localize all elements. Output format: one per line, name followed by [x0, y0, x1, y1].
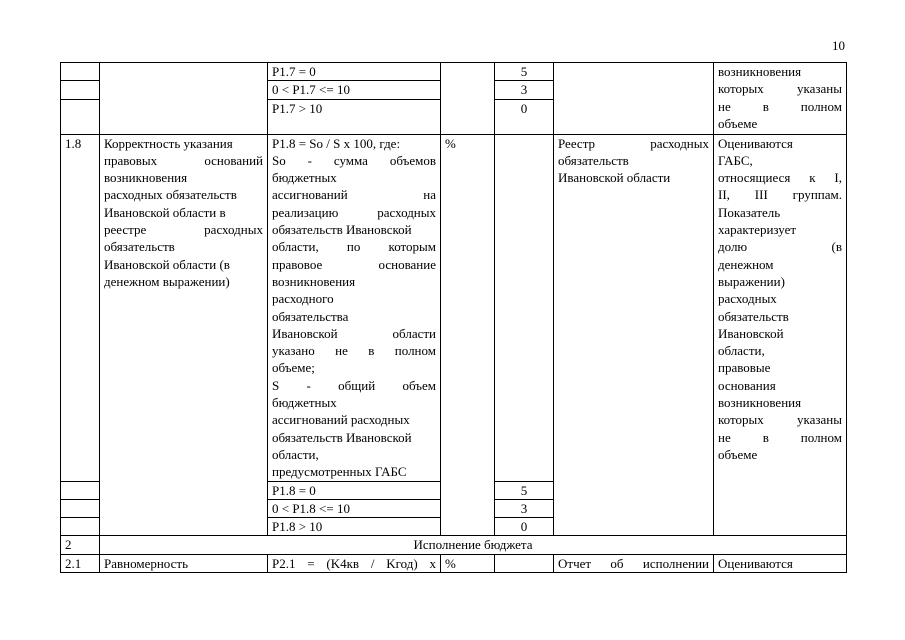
score-cell: 3	[495, 81, 554, 99]
formula-cell: P1.8 = So / S x 100, где: So - сумма объемов бюджетных ассигнований на реализацию расходных обязательств Ивановской области, по которым правовое основание возникновения расходного обязательства Ивановской области указано не в полном объеме; S - общий объем бюджетных ассигнований расходных обязательств Ивановской области, предусмотренных ГАБС	[268, 134, 441, 481]
formula-cell: P1.8 = 0	[268, 481, 441, 499]
formula-cell: P1.8 > 10	[268, 518, 441, 536]
table-row	[61, 554, 847, 572]
score-cell: 0	[495, 518, 554, 536]
formula-cell: 0 < P1.7 <= 10	[268, 81, 441, 99]
score-cell: 3	[495, 499, 554, 517]
formula-cell: P1.7 = 0	[268, 63, 441, 81]
score-cell: 0	[495, 99, 554, 134]
note-cell: Оцениваются ГАБС, относящиеся к I, II, III группам. Показатель характеризует долю (в денежном выражении) расходных обязательств Ивановской области, правовые основания возникновения которых указаны не в полном объеме	[714, 134, 847, 536]
table-row	[61, 63, 847, 81]
row-number: 2.1	[61, 554, 100, 572]
formula-cell: P1.7 > 10	[268, 99, 441, 134]
unit-cell: %	[441, 134, 495, 536]
indicators-table	[60, 62, 847, 573]
note-cell: Оцениваются	[714, 554, 847, 572]
section-number: 2	[61, 536, 100, 554]
score-cell: 5	[495, 481, 554, 499]
formula-cell: P2.1 = (K4кв / Kгод) x	[268, 554, 441, 572]
row-number: 1.8	[61, 134, 100, 481]
formula-cell: 0 < P1.8 <= 10	[268, 499, 441, 517]
indicator-name: Равномерность	[100, 554, 268, 572]
page-number: 10	[832, 38, 845, 53]
score-cell: 5	[495, 63, 554, 81]
source-cell: Отчет об исполнении	[554, 554, 714, 572]
section-title: Исполнение бюджета	[100, 536, 847, 554]
indicator-name: Корректность указания правовых оснований возникновения расходных обязательств Ивановской области в реестре расходных обязательств Ивановской области (в денежном выражении)	[100, 134, 268, 536]
table-row	[61, 134, 847, 481]
section-row	[61, 536, 847, 554]
source-cell: Реестр расходных обязательств Ивановской области	[554, 134, 714, 536]
note-cell: возникновения которых указаны не в полном объеме	[714, 63, 847, 135]
unit-cell: %	[441, 554, 495, 572]
